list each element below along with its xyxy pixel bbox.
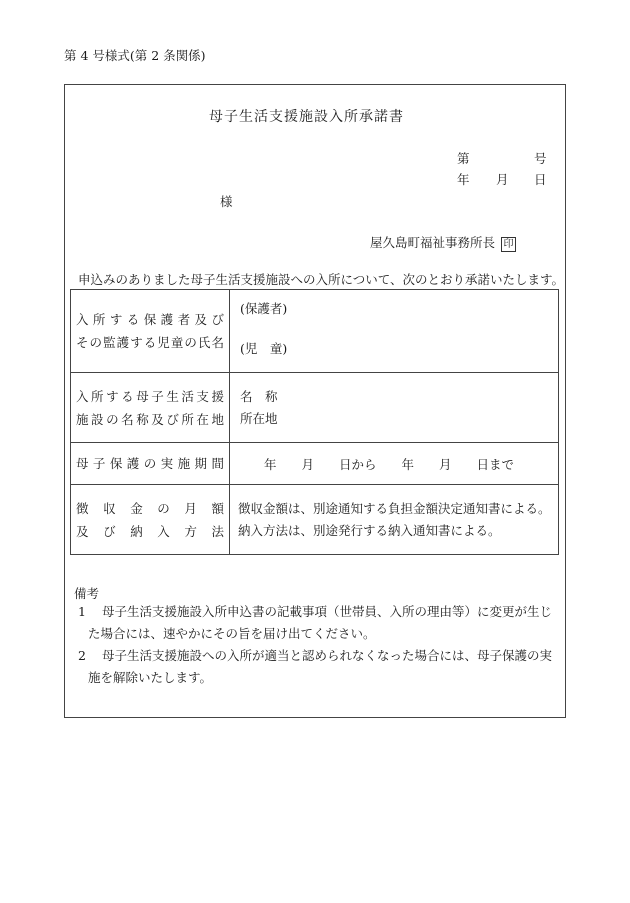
row-value-cell: [230, 443, 559, 485]
notes-heading: 備考: [74, 586, 100, 601]
row-label: 入所する保護者及び: [76, 312, 224, 327]
issuer: [370, 233, 516, 252]
doc-number-prefix: 第: [457, 151, 470, 166]
row-value-cell: [230, 485, 559, 555]
recipient-suffix: 様: [220, 194, 233, 209]
note-number: 1: [78, 604, 86, 619]
row-label-cell: [71, 443, 230, 485]
facility-address-label: 所在地: [240, 410, 278, 426]
facility-name-label: 名 称: [240, 388, 278, 404]
form-number: 第 4 号様式(第 2 条関係): [64, 48, 206, 63]
document-title: 母子生活支援施設入所承諾書: [209, 109, 404, 125]
row-label: 及び納入方法: [76, 523, 224, 539]
row-label-cell: [71, 290, 230, 373]
table-row: [71, 485, 559, 555]
table-row: [71, 373, 559, 443]
row-label: その監護する児童の氏名: [76, 335, 224, 350]
period-value: 年 月 日から 年 月 日まで: [264, 456, 515, 472]
note-item-2-cont: 施を解除いたします。: [88, 670, 213, 685]
issuer-name: 屋久島町福祉事務所長: [370, 235, 496, 250]
intro-text: 申込みのありました母子生活支援施設への入所について、次のとおり承諾いたします。: [78, 272, 565, 287]
table-row: [71, 443, 559, 485]
note-number: 2: [78, 648, 86, 663]
fee-amount-text: 徴収金額は、別途通知する負担金額決定通知書による。: [238, 500, 551, 516]
doc-number-suffix: 号: [534, 151, 547, 166]
seal-mark: 印: [501, 237, 516, 252]
main-table: [70, 289, 559, 555]
row-label-cell: [71, 373, 230, 443]
row-label-cell: [71, 485, 230, 555]
child-name-label: (児 童): [240, 341, 288, 356]
row-label: 入所する母子生活支援: [76, 388, 224, 404]
note-text: 母子生活支援施設への入所が適当と認められなくなった場合には、母子保護の実: [102, 648, 553, 663]
date-month: 月: [496, 172, 509, 187]
table-row: [71, 290, 559, 373]
row-label: 施設の名称及び所在地: [76, 411, 224, 427]
date-day: 日: [534, 172, 547, 187]
note-item-1-cont: た場合には、速やかにその旨を届け出てください。: [88, 626, 376, 641]
row-label: 徴収金の月額: [76, 500, 224, 516]
row-value-cell: [230, 373, 559, 443]
payment-method-text: 納入方法は、別途発行する納入通知書による。: [238, 522, 501, 538]
row-label: 母子保護の実施期間: [76, 456, 224, 471]
row-value-cell: [230, 290, 559, 373]
guardian-name-label: (保護者): [240, 301, 288, 316]
note-item-1: [78, 600, 552, 623]
note-item-2: [78, 644, 552, 667]
note-text: 母子生活支援施設入所申込書の記載事項（世帯員、入所の理由等）に変更が生じ: [102, 604, 553, 619]
date-year: 年: [457, 172, 470, 187]
